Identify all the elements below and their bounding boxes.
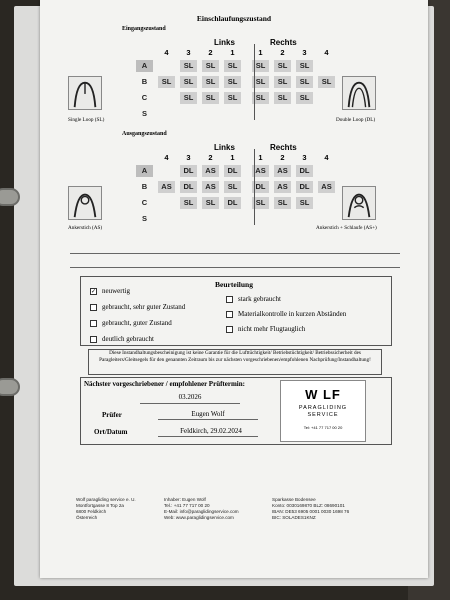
loop-cell: SL [224, 60, 241, 72]
loop-cell: SL [224, 92, 241, 104]
checkbox-label: gebraucht, sehr guter Zustand [102, 303, 186, 311]
column-number: 3 [302, 48, 307, 57]
footer-company [76, 497, 136, 521]
loop-cell [224, 213, 241, 225]
loop-cell [180, 213, 197, 225]
column-number: 3 [302, 153, 307, 162]
loop-cell: SL [202, 76, 219, 88]
checkbox-label: Materialkontrolle in kurzen Abständen [238, 310, 347, 318]
column-number: 3 [186, 153, 191, 162]
column-number: 3 [186, 48, 191, 57]
disclaimer-text: Diese Instandhaltungsbescheinigung ist keine Garantie für die Lufttüchtigkeit/ Betriebstüchtigkeit/ Betriebssicherheit des Paragleiters/Gleitsegels für den genannten Zeitraum bis zur nächsten vorgeschriebenen/empfohlenen Nachprüfung/Instandhaltung! [99, 350, 371, 363]
loop-cell [180, 108, 197, 120]
footer-line: Wolf paragliding service e. U. [76, 497, 136, 502]
next-inspection-label: Nächster vorgeschriebener / empfohlener Prüftermin: [84, 380, 245, 388]
loop-cell: AS [202, 165, 219, 177]
column-number: 4 [164, 153, 169, 162]
ankerstich-image [68, 186, 102, 220]
checkbox[interactable] [226, 326, 233, 333]
checkbox-label: gebraucht, guter Zustand [102, 319, 172, 327]
column-number: 2 [280, 153, 285, 162]
row-label: B [141, 182, 148, 191]
footer-bank [272, 497, 349, 521]
loop-cell [318, 213, 335, 225]
loop-cell [318, 60, 335, 72]
caption-ankerstich: Ankerstich (AS) [68, 225, 103, 231]
checkbox[interactable] [226, 296, 233, 303]
checkbox[interactable] [90, 304, 97, 311]
column-number: 2 [208, 48, 213, 57]
loop-cell: SL [224, 76, 241, 88]
loop-cell: DL [296, 165, 313, 177]
pruefer-label: Prüfer [102, 411, 122, 419]
loop-cell: SL [274, 76, 291, 88]
loop-cell: SL [252, 76, 269, 88]
caption-double-loop: Double Loop (DL) [336, 117, 376, 123]
loop-cell [224, 108, 241, 120]
loop-cell [158, 165, 175, 177]
checkbox[interactable]: ✓ [91, 289, 97, 295]
footer-line: Sparkasse Bodensee [272, 497, 316, 502]
entry-left-head: Links [214, 38, 235, 47]
column-number: 4 [164, 48, 169, 57]
entry-grid [136, 48, 346, 120]
loop-cell: SL [318, 76, 335, 88]
column-number: 2 [280, 48, 285, 57]
loop-cell: SL [224, 181, 241, 193]
column-number: 1 [258, 48, 263, 57]
loop-cell: DL [252, 181, 269, 193]
loop-cell: DL [180, 165, 197, 177]
footer-line: Inhaber: Eugen Wolf [164, 497, 206, 502]
loop-cell: SL [296, 92, 313, 104]
loop-cell: SL [296, 197, 313, 209]
checkbox-label: nicht mehr Flugtauglich [238, 325, 306, 333]
column-number: 4 [324, 153, 329, 162]
loop-cell [274, 213, 291, 225]
ort-underline [158, 436, 258, 437]
exit-divider [254, 149, 255, 225]
wolf-logo [280, 380, 366, 442]
loop-cell: SL [180, 92, 197, 104]
single-loop-image [68, 76, 102, 110]
binder-ring-bottom [0, 378, 20, 396]
footer-line: IBAN: DE53 6905 0001 0030 1698 76 [272, 509, 350, 514]
exit-label: Ausgangszustand [122, 131, 167, 137]
separator-line [70, 253, 400, 254]
footer-line: Tel.: +41 77 717 00 20 [164, 503, 210, 508]
loop-cell [296, 213, 313, 225]
footer-line: Österreich [76, 515, 98, 520]
entry-right-head: Rechts [270, 38, 297, 47]
exit-right-head: Rechts [270, 143, 297, 152]
loop-cell: SL [252, 92, 269, 104]
footer-line: BIC: SOLADES1KNZ [272, 515, 316, 520]
checkbox-label: deutlich gebraucht [102, 335, 154, 343]
row-label: B [141, 77, 148, 86]
loop-cell: SL [274, 197, 291, 209]
loop-cell: AS [158, 181, 175, 193]
row-label: A [136, 165, 153, 177]
checkbox-label: stark gebraucht [238, 295, 281, 303]
caption-ankerstich-schlaufe: Ankerstich + Schlaufe (AS+) [316, 225, 377, 231]
entry-label: Eingangszustand [122, 26, 166, 32]
loop-cell: SL [180, 76, 197, 88]
loop-cell: SL [252, 197, 269, 209]
loop-cell: SL [296, 60, 313, 72]
binder-ring-top [0, 188, 20, 206]
checkbox[interactable] [90, 320, 97, 327]
ort-datum-label: Ort/Datum [94, 428, 128, 436]
loop-cell: SL [202, 60, 219, 72]
exit-grid [136, 153, 346, 225]
row-label: C [141, 93, 148, 102]
loop-cell [158, 60, 175, 72]
loop-cell [202, 108, 219, 120]
assessment-title: Beurteilung [215, 280, 253, 289]
loop-cell [202, 213, 219, 225]
footer-line: Konto: 0030169870 BLZ: 08690101 [272, 503, 345, 508]
logo-brand: W LF [305, 387, 341, 402]
caption-single-loop: Single Loop (SL) [68, 117, 105, 123]
entry-divider [254, 44, 255, 120]
loop-cell: SL [202, 92, 219, 104]
loop-cell [274, 108, 291, 120]
footer-line: Montfortgasse 8 Top 2a [76, 503, 124, 508]
loop-cell [318, 92, 335, 104]
double-loop-image [342, 76, 376, 110]
loop-cell: SL [252, 60, 269, 72]
loop-cell: AS [274, 181, 291, 193]
loop-cell: DL [296, 181, 313, 193]
footer-line: Web: www.paraglidingservice.com [164, 515, 234, 520]
loop-cell [318, 197, 335, 209]
doc-title: Einschlaufungszustand [196, 14, 272, 23]
separator-line [70, 267, 400, 268]
next-inspection-date: 03.2026 [178, 393, 202, 401]
loop-cell: DL [224, 197, 241, 209]
loop-cell [158, 197, 175, 209]
loop-cell: AS [274, 165, 291, 177]
loop-cell [318, 165, 335, 177]
loop-cell: DL [224, 165, 241, 177]
footer-line: E-Mail: info@paraglidingservice.com [164, 509, 239, 514]
loop-cell: SL [180, 197, 197, 209]
footer-contact [164, 497, 239, 521]
loop-cell: SL [180, 60, 197, 72]
loop-cell [296, 108, 313, 120]
exit-left-head: Links [214, 143, 235, 152]
loop-cell [318, 108, 335, 120]
loop-cell [158, 108, 175, 120]
row-label: A [136, 60, 153, 72]
footer-line: 6800 Feldkirch [76, 509, 107, 514]
column-number: 2 [208, 153, 213, 162]
loop-cell: SL [202, 197, 219, 209]
loop-cell: AS [202, 181, 219, 193]
pruefer-value: Eugen Wolf [191, 410, 225, 418]
ankerstich-schlaufe-image [342, 186, 376, 220]
date-underline [140, 403, 240, 404]
loop-cell: SL [296, 76, 313, 88]
row-label: S [141, 109, 147, 118]
pruefer-underline [158, 419, 258, 420]
row-label: S [141, 214, 147, 223]
loop-cell: AS [318, 181, 335, 193]
column-number: 1 [258, 153, 263, 162]
loop-cell: AS [252, 165, 269, 177]
loop-cell: SL [274, 92, 291, 104]
loop-cell: SL [158, 76, 175, 88]
loop-cell [158, 213, 175, 225]
column-number: 4 [324, 48, 329, 57]
checkbox[interactable] [226, 311, 233, 318]
column-number: 1 [230, 48, 235, 57]
loop-cell [158, 92, 175, 104]
logo-line2: SERVICE [307, 412, 339, 418]
document-page [40, 0, 428, 578]
logo-line1: PARAGLIDING [298, 405, 348, 411]
logo-small: Tel: +41 77 717 00 20 [303, 425, 343, 430]
loop-cell: DL [180, 181, 197, 193]
column-number: 1 [230, 153, 235, 162]
ort-datum-value: Feldkirch, 29.02.2024 [180, 427, 242, 435]
loop-cell: SL [274, 60, 291, 72]
row-label: C [141, 198, 148, 207]
checkbox[interactable] [90, 336, 97, 343]
checkbox-label: neuwertig [102, 287, 130, 295]
